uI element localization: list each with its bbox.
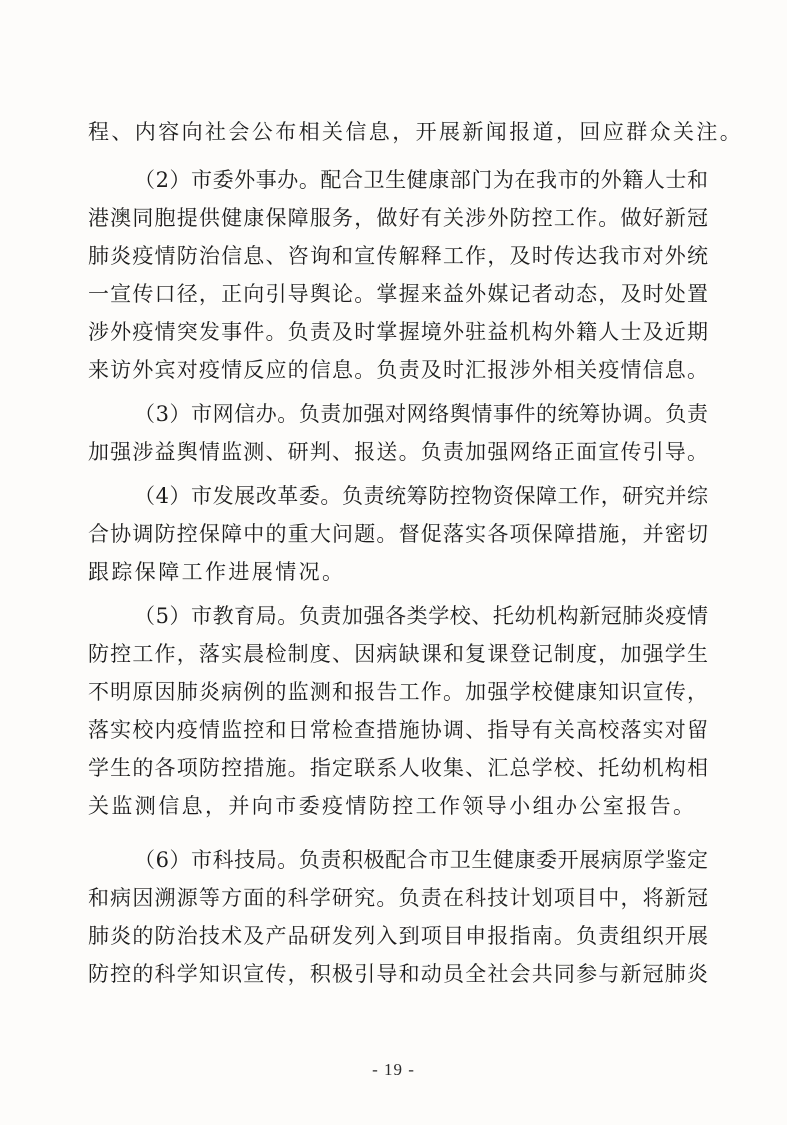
text-line: 合协调防控保障中的重大问题。督促落实各项保障措施，并密切 (88, 522, 708, 546)
paragraph-start-line: （2）市委外事办。配合卫生健康部门为在我市的外籍人士和 (134, 168, 708, 192)
text-line: 不明原因肺炎病例的监测和报告工作。加强学校健康知识宣传， (88, 680, 708, 704)
text-line: 学生的各项防控措施。指定联系人收集、汇总学校、托幼机构相 (88, 756, 708, 780)
text-line: 落实校内疫情监控和日常检查措施协调、指导有关高校落实对留 (88, 718, 708, 742)
page-number: - 19 - (372, 1060, 415, 1079)
text-line: 关监测信息，并向市委疫情防控工作领导小组办公室报告。 (88, 794, 697, 818)
text-line: 防控工作，落实晨检制度、因病缺课和复课登记制度，加强学生 (88, 642, 708, 666)
text-line: 港澳同胞提供健康保障服务，做好有关涉外防控工作。做好新冠 (88, 206, 708, 230)
text-line: 跟踪保障工作进展情况。 (88, 560, 346, 584)
text-line: 加强涉益舆情监测、研判、报送。负责加强网络正面宣传引导。 (88, 440, 708, 464)
text-line: 程、内容向社会公布相关信息，开展新闻报道，回应群众关注。 (88, 120, 744, 144)
paragraph-start-line: （5）市教育局。负责加强各类学校、托幼机构新冠肺炎疫情 (134, 604, 708, 628)
text-line: 和病因溯源等方面的科学研究。负责在科技计划项目中，将新冠 (88, 886, 708, 910)
text-line: 一宣传口径，正向引导舆论。掌握来益外媒记者动态，及时处置 (88, 282, 708, 306)
paragraph-start-line: （4）市发展改革委。负责统筹防控物资保障工作，研究并综 (134, 484, 708, 508)
paragraph-start-line: （3）市网信办。负责加强对网络舆情事件的统筹协调。负责 (134, 402, 708, 426)
text-line: 涉外疫情突发事件。负责及时掌握境外驻益机构外籍人士及近期 (88, 320, 708, 344)
text-line: 肺炎的防治技术及产品研发列入到项目申报指南。负责组织开展 (88, 924, 708, 948)
paragraph-start-line: （6）市科技局。负责积极配合市卫生健康委开展病原学鉴定 (134, 848, 708, 872)
text-line: 肺炎疫情防治信息、咨询和宣传解释工作，及时传达我市对外统 (88, 244, 708, 268)
text-line: 来访外宾对疫情反应的信息。负责及时汇报涉外相关疫情信息。 (88, 358, 708, 382)
text-line: 防控的科学知识宣传，积极引导和动员全社会共同参与新冠肺炎 (88, 962, 708, 986)
